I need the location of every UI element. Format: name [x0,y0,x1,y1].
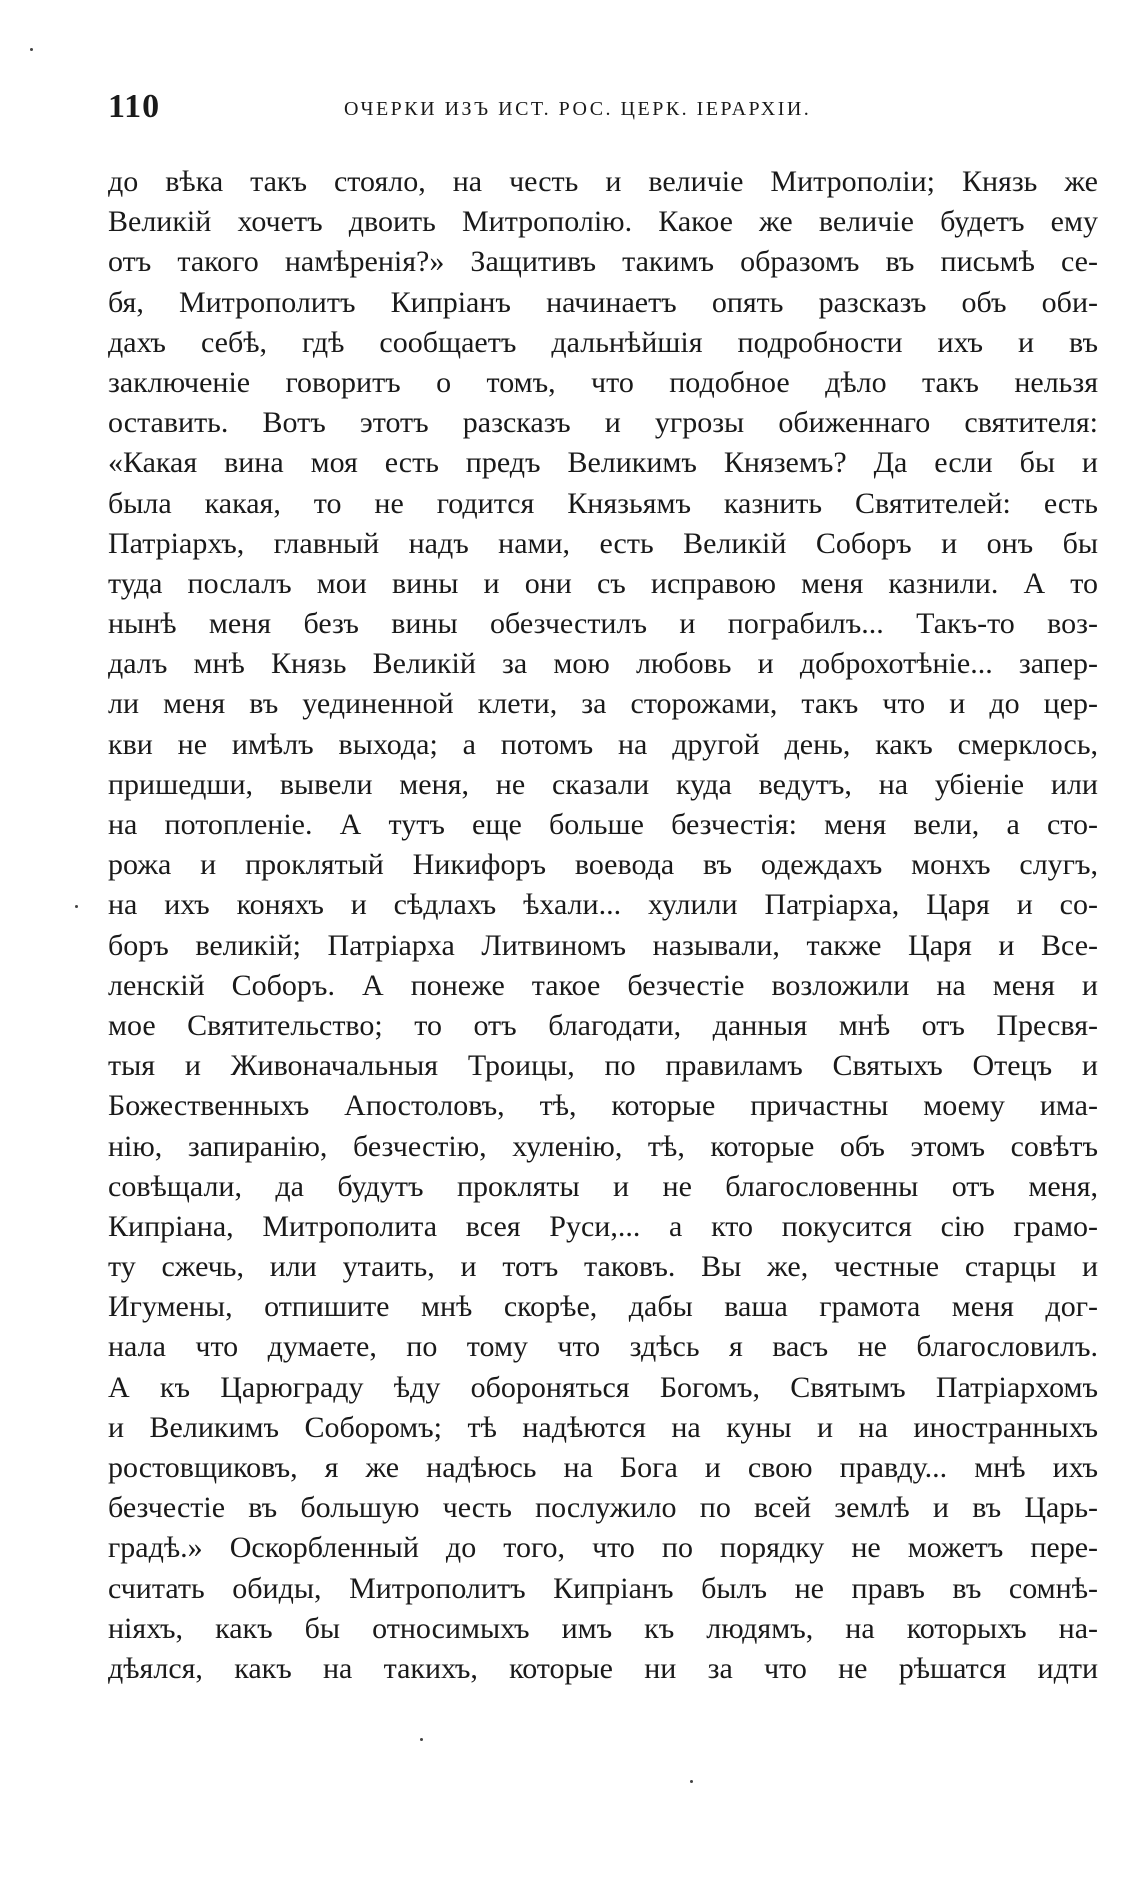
text-line: пришедши, вывели меня, не сказали куда ведутъ, на убіеніе или [108,767,1098,801]
text-line: Патріархъ, главный надъ нами, есть Великій Соборъ и онъ бы [108,526,1098,560]
text-line: безчестіе въ большую честь послужило по всей землѣ и въ Царь- [108,1491,1098,1525]
body-text [108,162,1098,1689]
text-line: нала что думаете, по тому что здѣсь я васъ не благословилъ. [108,1330,1098,1364]
text-line: А къ Царюграду ѣду обороняться Богомъ, Святымъ Патріархомъ [108,1370,1098,1404]
text-line: ніяхъ, какъ бы относимыхъ имъ къ людямъ, на которыхъ на- [108,1611,1098,1645]
text-line: ли меня въ уединенной клети, за сторожами, такъ что и до цер- [108,687,1098,721]
text-line: Игумены, отпишите мнѣ скорѣе, дабы ваша грамота меня дог- [108,1290,1098,1324]
text-line: оставить. Вотъ этотъ разсказъ и угрозы обиженнаго святителя: [108,406,1098,440]
text-line: была какая, то не годится Князьямъ казнить Святителей: есть [108,486,1098,520]
text-line: Великій хочетъ двоить Митрополію. Какое же величіе будетъ ему [108,205,1098,239]
text-line: считать обиды, Митрополитъ Кипріанъ былъ не правъ въ сомнѣ- [108,1571,1098,1605]
text-line: дѣялся, какъ на такихъ, которые ни за что не рѣшатся идти [108,1651,1098,1685]
scan-speck [420,1738,423,1741]
running-title: ОЧЕРКИ ИЗЪ ИСТ. РОС. ЦЕРК. ІЕРАРХІИ. [344,98,812,120]
scan-speck [75,905,78,908]
text-line: мое Святительство; то отъ благодати, данныя мнѣ отъ Пресвя- [108,1008,1098,1042]
text-line: туда послалъ мои вины и они съ исправою меня казнили. А то [108,566,1098,600]
text-line: до вѣка такъ стояло, на честь и величіе Митрополіи; Князь же [108,165,1098,198]
page-header [108,88,1098,128]
text-line: кви не имѣлъ выхода; а потомъ на другой день, какъ смерклось, [108,727,1098,761]
text-line: дахъ себѣ, гдѣ сообщаетъ дальнѣйшія подробности ихъ и въ [108,325,1098,359]
text-line: нію, запиранію, безчестію, хуленію, тѣ, которые объ этомъ совѣтъ [108,1129,1098,1163]
text-line: Кипріана, Митрополита всея Руси,... а кто покусится сію грамо- [108,1209,1098,1243]
text-line: рожа и проклятый Никифоръ воевода въ одеждахъ монхъ слугъ, [108,848,1098,882]
text-line: отъ такого намѣренія?» Защитивъ такимъ образомъ въ письмѣ се- [108,245,1098,279]
text-line: «Какая вина моя есть предъ Великимъ Княземъ? Да если бы и [108,446,1098,480]
text-line: заключеніе говоритъ о томъ, что подобное дѣло такъ нельзя [108,365,1098,399]
text-line: ту сжечь, или утаить, и тотъ таковъ. Вы же, честные старцы и [108,1250,1098,1284]
scan-speck [30,48,33,51]
text-line: боръ великій; Патріарха Литвиномъ называли, также Царя и Все- [108,928,1098,962]
text-line: совѣщали, да будутъ прокляты и не благословенны отъ меня, [108,1169,1098,1203]
text-line: бя, Митрополитъ Кипріанъ начинаетъ опять разсказъ объ оби- [108,285,1098,319]
text-line: далъ мнѣ Князь Великій за мою любовь и доброхотѣніе... запер- [108,647,1098,681]
text-line: ростовщиковъ, я же надѣюсь на Бога и свою правду... мнѣ ихъ [108,1451,1098,1484]
text-line: градѣ.» Оскорбленный до того, что по порядку не можетъ пере- [108,1531,1098,1565]
text-line: и Великимъ Соборомъ; тѣ надѣются на куны и на иностранныхъ [108,1410,1098,1444]
text-line: нынѣ меня безъ вины обезчестилъ и пограбилъ... Такъ-то воз- [108,607,1098,641]
text-line: ленскій Соборъ. А понеже такое безчестіе возложили на меня и [108,968,1098,1002]
text-line: тыя и Живоначальныя Троицы, по правиламъ Святыхъ Отецъ и [108,1049,1098,1083]
text-line: на потопленіе. А тутъ еще больше безчестія: меня вели, а сто- [108,808,1098,841]
text-line: Божественныхъ Апостоловъ, тѣ, которые причастны моему има- [108,1089,1098,1123]
scan-speck [690,1780,693,1783]
page-number: 110 [108,88,161,125]
text-line: на ихъ коняхъ и сѣдлахъ ѣхали... хулили Патріарха, Царя и со- [108,888,1098,922]
